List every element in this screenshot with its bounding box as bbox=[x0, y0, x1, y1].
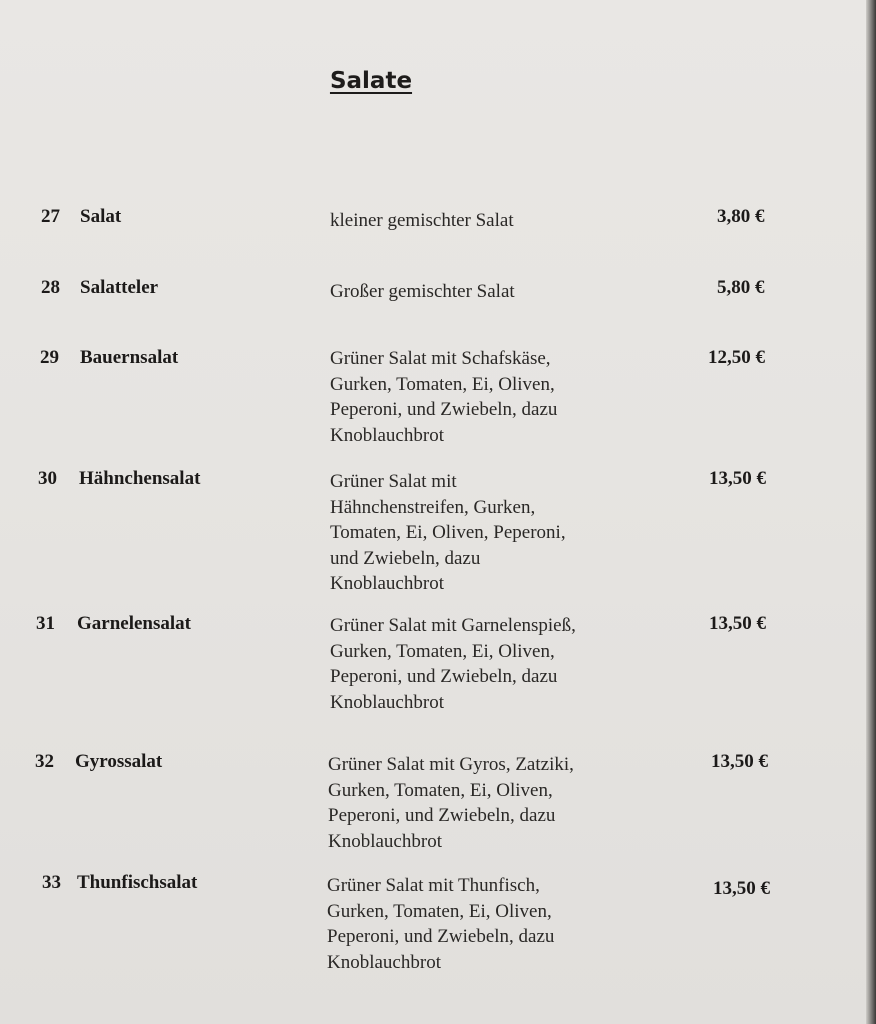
description-line: Peperoni, und Zwiebeln, dazu bbox=[328, 805, 556, 826]
description-line: Gurken, Tomaten, Ei, Oliven, bbox=[330, 373, 555, 395]
item-name: Bauernsalat bbox=[80, 347, 179, 368]
description-line: Peperoni, und Zwiebeln, dazu bbox=[330, 399, 558, 420]
page-title: Salate bbox=[329, 68, 413, 94]
item-price: 3,80 € bbox=[717, 206, 765, 227]
description-line: und Zwiebeln, dazu bbox=[330, 547, 481, 569]
description-line: Peperoni, und Zwiebeln, dazu bbox=[330, 666, 558, 687]
item-description bbox=[330, 279, 630, 305]
item-price: 12,50 € bbox=[708, 347, 765, 368]
item-name: Hähnchensalat bbox=[79, 468, 201, 489]
item-name: Gyrossalat bbox=[75, 751, 163, 772]
description-line: Gurken, Tomaten, Ei, Oliven, bbox=[328, 779, 553, 801]
description-line: Grüner Salat mit Gyros, Zatziki, bbox=[328, 754, 574, 775]
item-number: 31 bbox=[36, 613, 55, 634]
item-number: 29 bbox=[40, 347, 59, 368]
description-line: kleiner gemischter Salat bbox=[330, 210, 514, 231]
item-name: Salatteler bbox=[80, 277, 159, 298]
description-line: Knoblauchbrot bbox=[330, 573, 444, 594]
item-number: 27 bbox=[41, 206, 60, 227]
item-name: Garnelensalat bbox=[77, 613, 191, 634]
item-description bbox=[330, 346, 630, 448]
item-description bbox=[330, 469, 630, 597]
description-line: Tomaten, Ei, Oliven, Peperoni, bbox=[330, 522, 566, 543]
item-description bbox=[327, 873, 627, 975]
item-number: 28 bbox=[41, 277, 60, 298]
description-line: Grüner Salat mit Garnelenspieß, bbox=[330, 615, 576, 636]
description-line: Gurken, Tomaten, Ei, Oliven, bbox=[330, 640, 555, 662]
item-price: 13,50 € bbox=[711, 751, 768, 772]
item-number: 33 bbox=[42, 872, 61, 893]
item-number: 32 bbox=[35, 751, 54, 772]
description-line: Großer gemischter Salat bbox=[330, 281, 515, 302]
description-line: Knoblauchbrot bbox=[328, 830, 442, 852]
item-price: 13,50 € bbox=[709, 468, 766, 489]
item-description bbox=[330, 208, 630, 234]
page-edge-shadow bbox=[866, 0, 876, 1024]
item-price: 13,50 € bbox=[713, 878, 770, 899]
description-line: Knoblauchbrot bbox=[330, 424, 444, 446]
item-price: 13,50 € bbox=[709, 613, 766, 634]
item-number: 30 bbox=[38, 468, 57, 489]
item-price: 5,80 € bbox=[717, 277, 765, 298]
item-name: Thunfischsalat bbox=[77, 872, 198, 893]
description-line: Peperoni, und Zwiebeln, dazu bbox=[327, 926, 555, 947]
item-description bbox=[328, 752, 628, 854]
description-line: Knoblauchbrot bbox=[327, 951, 441, 973]
description-line: Gurken, Tomaten, Ei, Oliven, bbox=[327, 900, 552, 922]
description-line: Grüner Salat mit Schafskäse, bbox=[330, 348, 551, 369]
item-name: Salat bbox=[80, 206, 122, 227]
description-line: Grüner Salat mit Thunfisch, bbox=[327, 875, 540, 896]
description-line: Knoblauchbrot bbox=[330, 691, 444, 713]
description-line: Grüner Salat mit bbox=[330, 471, 457, 492]
description-line: Hähnchenstreifen, Gurken, bbox=[330, 496, 536, 518]
item-description bbox=[330, 613, 630, 715]
